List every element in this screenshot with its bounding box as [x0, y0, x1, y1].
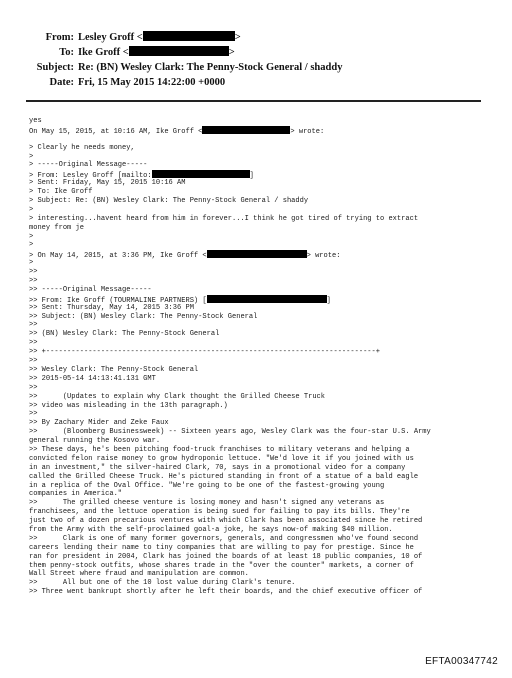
body-text: >>	[29, 321, 38, 330]
body-text: >> By Zachary Mider and Zeke Faux	[29, 419, 169, 428]
body-text: > interesting...havent heard from him in forever...I think he got tired of trying to extract	[29, 214, 419, 223]
body-line	[29, 135, 499, 144]
body-text: >> Sent: Thursday, May 14, 2015 3:36 PM	[29, 303, 194, 312]
body-line	[29, 419, 499, 428]
body-text: in an investment," the silver-haired Clark, 70, says in a promotional video for a company	[29, 463, 406, 472]
body-line	[29, 126, 499, 135]
redaction-box	[207, 250, 307, 258]
body-text: Wall Street where fraud and manipulation are common.	[29, 570, 249, 579]
body-text: >> (Bloomberg Businessweek) -- Sixteen years ago, Wesley Clark was the four-star U.S. Army	[29, 428, 431, 437]
body-line	[29, 375, 499, 384]
bates-number: EFTA00347742	[425, 656, 498, 667]
body-line	[29, 499, 499, 508]
from-value: Lesley Groff <	[78, 32, 143, 43]
body-text: > On May 14, 2015, at 3:36 PM, Ike Groff <	[29, 252, 207, 261]
body-line	[29, 393, 499, 402]
body-line	[29, 241, 499, 250]
subject-row	[30, 60, 342, 75]
body-line	[29, 508, 499, 517]
body-line	[29, 490, 499, 499]
body-text: money from je	[29, 223, 84, 232]
date-label: Date:	[49, 77, 74, 88]
body-line	[29, 206, 499, 215]
header-divider	[26, 100, 481, 102]
body-line	[29, 464, 499, 473]
body-text: just two of a dozen precarious ventures with which Clark has been associated since he retired	[29, 517, 423, 526]
body-line	[29, 526, 499, 535]
body-text: >	[29, 232, 34, 241]
body-line	[29, 428, 499, 437]
from-tail: >	[234, 32, 241, 43]
body-text: >> Subject: (BN) Wesley Clark: The Penny-Stock General	[29, 312, 258, 321]
body-text: >> All but one of the 10 lost value during Clark's tenure.	[29, 579, 296, 588]
body-line	[29, 215, 499, 224]
body-text: convicted felon raise money to grow hydroponic lettuce. "We'd love it if you joined with us	[29, 454, 414, 463]
body-text: >>	[29, 410, 38, 419]
body-line	[29, 482, 499, 491]
body-line	[29, 330, 499, 339]
body-text: > Clearly he needs money,	[29, 143, 135, 152]
body-line	[29, 286, 499, 295]
body-line	[29, 517, 499, 526]
body-text: in a replica of the Oval Office. "We're going to be one of the fastest-growing young	[29, 481, 385, 490]
body-text: >> Clark is one of many former governors, generals, and congressmen who've found second	[29, 534, 419, 543]
to-row	[30, 45, 235, 60]
redaction-box	[207, 295, 327, 303]
body-text: >> 2015-05-14 14:13:41.131 GMT	[29, 374, 156, 383]
body-line	[29, 570, 499, 579]
body-text: >> (BN) Wesley Clark: The Penny-Stock General	[29, 330, 220, 339]
body-text: > Sent: Friday, May 15, 2015 10:16 AM	[29, 179, 186, 188]
body-text: ]	[249, 172, 254, 181]
date-row	[30, 75, 225, 90]
body-line	[29, 277, 499, 286]
body-line	[29, 188, 499, 197]
body-line	[29, 410, 499, 419]
body-text: companies in America."	[29, 490, 123, 499]
body-line	[29, 224, 499, 233]
body-line	[29, 553, 499, 562]
body-line	[29, 473, 499, 482]
body-text: >>	[29, 268, 38, 277]
body-line	[29, 562, 499, 571]
body-line	[29, 446, 499, 455]
body-text: >> Three went bankrupt shortly after he left their boards, and the chief executive officer of	[29, 588, 423, 597]
body-text: >> -----Original Message-----	[29, 285, 152, 294]
body-text: >	[29, 152, 34, 161]
body-text: >> The grilled cheese venture is losing money and hasn't signed any veterans as	[29, 499, 385, 508]
date-value: Fri, 15 May 2015 14:22:00 +0000	[78, 77, 226, 88]
body-line	[29, 233, 499, 242]
redaction-box	[143, 31, 235, 41]
body-text: general running the Kosovo war.	[29, 437, 161, 446]
body-line	[29, 197, 499, 206]
body-line	[29, 321, 499, 330]
body-line	[29, 455, 499, 464]
body-text: called the Grilled Cheese Truck. He's pictured standing in front of a statue of a bald eagle	[29, 472, 419, 481]
body-text: >	[29, 259, 34, 268]
to-tail: >	[228, 47, 235, 58]
body-text: On May 15, 2015, at 10:16 AM, Ike Groff <	[29, 127, 203, 136]
from-row	[30, 30, 241, 45]
body-text: >	[29, 205, 34, 214]
body-line	[29, 437, 499, 446]
body-line	[29, 588, 499, 597]
body-line	[29, 313, 499, 322]
body-line	[29, 535, 499, 544]
body-text: > -----Original Message-----	[29, 161, 148, 170]
body-text: franchisees, and the lettuce operation is being sued for failing to pay its bills. They're	[29, 508, 410, 517]
subject-label: Subject:	[36, 62, 74, 73]
body-text: >>	[29, 357, 38, 366]
body-text: > wrote:	[290, 127, 325, 136]
body-text: >> Wesley Clark: The Penny-Stock General	[29, 365, 199, 374]
body-text: >>	[29, 383, 38, 392]
body-text: >>	[29, 339, 38, 348]
body-text: >> These days, he's been pitching food-truck franchises to military veterans and helping a	[29, 445, 410, 454]
body-line	[29, 366, 499, 375]
body-line	[29, 348, 499, 357]
from-label: From:	[45, 32, 74, 43]
subject-value: Re: (BN) Wesley Clark: The Penny-Stock General / shaddy	[78, 62, 343, 73]
body-line	[29, 179, 499, 188]
body-text: >> +------------------------------------------------------------------------------+	[29, 348, 380, 357]
redaction-box	[152, 170, 250, 178]
body-line	[29, 295, 499, 304]
body-text: ]	[326, 296, 331, 305]
body-line	[29, 117, 499, 126]
to-label: To:	[59, 47, 74, 58]
body-text: >	[29, 241, 34, 250]
body-line	[29, 402, 499, 411]
body-text: them penny-stock outfits, whose shares trade in the "over the counter" markets, a corner of	[29, 561, 414, 570]
body-text: >> From: Ike Groff (TOURMALINE PARTNERS) [	[29, 296, 207, 305]
body-line	[29, 544, 499, 553]
body-line	[29, 170, 499, 179]
body-line	[29, 268, 499, 277]
body-line	[29, 579, 499, 588]
body-line	[29, 153, 499, 162]
body-text: from the Army with the self-proclaimed goal-a joke, he says now-of making $40 million.	[29, 525, 393, 534]
redaction-box	[129, 46, 229, 56]
redaction-box	[202, 126, 290, 134]
email-body	[29, 117, 499, 597]
body-text: careers lending their name to tiny companies that are willing to pay for prestige. Since he	[29, 543, 414, 552]
body-text: > Subject: Re: (BN) Wesley Clark: The Penny-Stock General / shaddy	[29, 197, 309, 206]
body-line	[29, 144, 499, 153]
body-text: > To: Ike Groff	[29, 188, 93, 197]
body-text: > From: Lesley Groff [mailto:	[29, 172, 152, 181]
body-line	[29, 259, 499, 268]
body-text: >>	[29, 277, 38, 286]
body-text: >> (Updates to explain why Clark thought the Grilled Cheese Truck	[29, 392, 326, 401]
body-line	[29, 250, 499, 259]
body-line	[29, 161, 499, 170]
body-text: > wrote:	[306, 252, 341, 261]
body-line	[29, 384, 499, 393]
body-text: ran for president in 2004, Clark has joined the boards of at least 18 public companies, 10 of	[29, 552, 423, 561]
body-text: yes	[29, 117, 42, 125]
body-line	[29, 304, 499, 313]
body-line	[29, 357, 499, 366]
to-value: Ike Groff <	[78, 47, 129, 58]
body-text: >> video was misleading in the 13th paragraph.)	[29, 401, 228, 410]
body-line	[29, 339, 499, 348]
